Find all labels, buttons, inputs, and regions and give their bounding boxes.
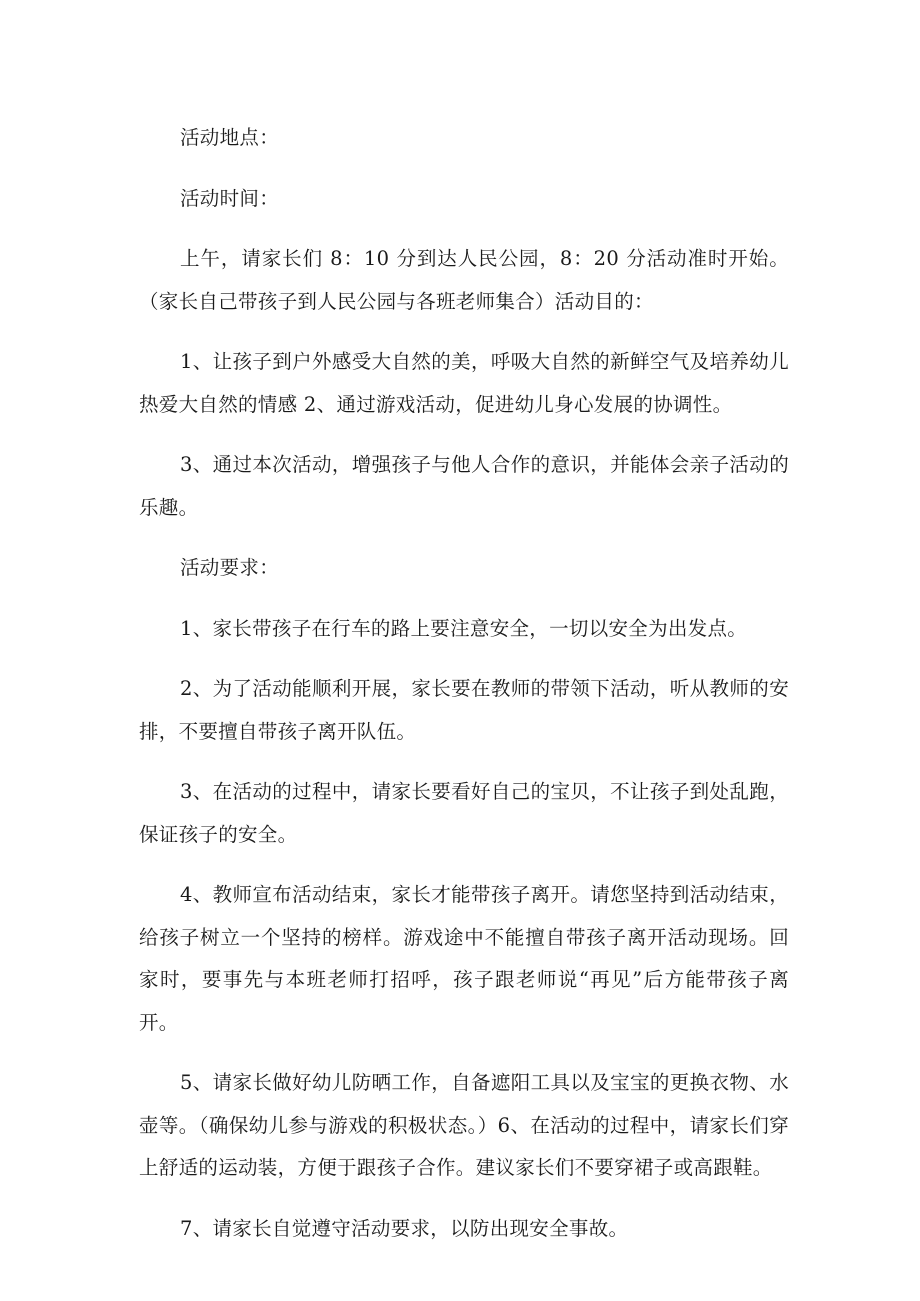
- activity-requirements-heading: 活动要求：: [180, 556, 280, 579]
- activity-location-label: 活动地点：: [180, 126, 280, 149]
- requirement-7: 7、请家长自觉遵守活动要求，以防出现安全事故。: [180, 1216, 629, 1240]
- activity-goal-1-2: 1、让孩子到户外感受大自然的美，呼吸大自然的新鲜空气及培养幼儿热爱大自然的情感 2、通过游戏活动，促进幼儿身心发展的协调性。: [139, 350, 789, 416]
- activity-time-label: 活动时间：: [180, 186, 280, 210]
- requirement-2: 2、为了活动能顺利开展，家长要在教师的带领下活动，听从教师的安排，不要擅自带孩子离开队伍。: [139, 677, 789, 743]
- activity-goal-3: 3、通过本次活动，增强孩子与他人合作的意识，并能体会亲子活动的乐趣。: [139, 453, 789, 519]
- document-body: [139, 117, 789, 1268]
- requirement-1: 1、家长带孩子在行车的路上要注意安全，一切以安全为出发点。: [180, 616, 748, 640]
- requirement-3: 3、在活动的过程中，请家长要看好自己的宝贝，不让孩子到处乱跑，保证孩子的安全。: [139, 780, 789, 846]
- requirement-5-6: 5、请家长做好幼儿防晒工作，自备遮阳工具以及宝宝的更换衣物、水壶等。（确保幼儿参与游戏的积极状态。）6、在活动的过程中，请家长们穿上舒适的运动装，方便于跟孩子合作。建议家长们不要穿裙子或高跟鞋。: [139, 1071, 789, 1179]
- requirement-4: 4、教师宣布活动结束，家长才能带孩子离开。请您坚持到活动结束，给孩子树立一个坚持的榜样。游戏途中不能擅自带孩子离开活动现场。回家时，要事先与本班老师打招呼，孩子跟老师说“再见”后方能带孩子离开。: [139, 883, 789, 1034]
- activity-schedule-paragraph: 上午，请家长们 8：10 分到达人民公园，8：20 分活动准时开始。（家长自己带孩子到人民公园与各班老师集合）活动目的：: [139, 247, 789, 313]
